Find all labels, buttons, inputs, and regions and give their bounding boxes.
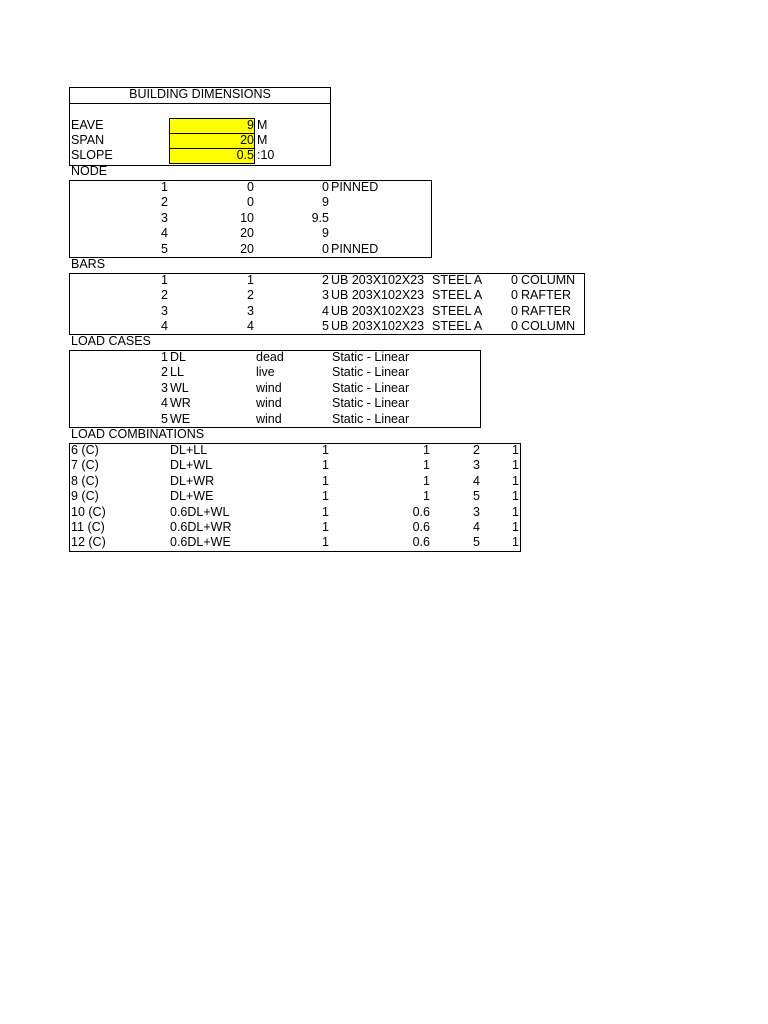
load-cases-title: LOAD CASES [71, 334, 151, 348]
span-unit: M [257, 133, 268, 147]
load-combination-case: 5 [473, 535, 480, 550]
load-combination-coef-1: 1 [322, 489, 329, 504]
load-case-nature: wind [256, 411, 282, 426]
load-combination-coef-1: 1 [322, 443, 329, 457]
node-support: PINNED [331, 180, 379, 194]
load-combination-id: 10 (C) [71, 504, 106, 519]
load-combination-coef-2: 1 [423, 473, 430, 488]
node-support [331, 211, 431, 226]
load-combination-id: 8 (C) [71, 473, 99, 488]
bar-id: 3 [161, 303, 168, 318]
node-y: 9.5 [311, 210, 329, 225]
load-combination-name: 0.6DL+WR [170, 520, 232, 534]
load-combination-coef-1: 1 [322, 535, 329, 550]
load-combination-name: DL+WL [170, 458, 213, 473]
load-combination-case: 3 [473, 458, 480, 473]
node-id: 3 [161, 210, 168, 225]
bar-end-node: 3 [322, 288, 329, 303]
building-dimensions-title: BUILDING DIMENSIONS [129, 87, 271, 101]
load-combination-name: 0.6DL+WE [170, 535, 231, 550]
load-case-id: 3 [161, 380, 168, 395]
load-combination-factor: 1 [512, 489, 519, 504]
load-combination-case: 5 [473, 489, 480, 504]
load-case-code: DL [170, 350, 186, 364]
load-combination-name: DL+WE [170, 489, 214, 504]
bar-start-node: 1 [247, 273, 254, 287]
node-y: 0 [322, 180, 329, 194]
load-case-id: 4 [161, 396, 168, 411]
node-y: 9 [322, 226, 329, 241]
bar-id: 4 [161, 319, 168, 334]
span-label: SPAN [71, 133, 105, 147]
eave-value[interactable]: 9 [247, 118, 254, 132]
load-case-analysis: Static - Linear [332, 350, 410, 364]
bar-section: UB 203X102X23 [331, 273, 425, 287]
node-support [331, 195, 431, 210]
load-case-analysis: Static - Linear [332, 365, 410, 380]
node-x: 0 [247, 180, 254, 194]
bar-material: STEEL A [432, 273, 482, 287]
load-combination-coef-1: 1 [322, 473, 329, 488]
bar-type: COLUMN [521, 319, 576, 334]
load-case-code: LL [170, 365, 184, 380]
node-y: 0 [322, 241, 329, 256]
load-combination-id: 7 (C) [71, 458, 99, 473]
load-combination-factor: 1 [512, 443, 519, 457]
load-combination-factor: 1 [512, 504, 519, 519]
bar-section: UB 203X102X23 [331, 288, 425, 303]
load-combination-factor: 1 [512, 535, 519, 550]
node-x: 20 [240, 226, 254, 241]
load-combination-id: 11 (C) [71, 520, 105, 534]
load-combination-name: 0.6DL+WL [170, 504, 230, 519]
load-case-code: WR [170, 396, 191, 411]
load-case-analysis: Static - Linear [332, 380, 410, 395]
bar-material: STEEL A [432, 288, 482, 303]
node-support [331, 226, 431, 241]
bar-angle: 0 [511, 303, 518, 318]
load-combination-coef-2: 0.6 [412, 504, 430, 519]
node-id: 5 [161, 241, 168, 256]
bar-end-node: 2 [322, 273, 329, 287]
load-combinations-title: LOAD COMBINATIONS [71, 427, 205, 441]
bar-end-node: 4 [322, 303, 329, 318]
load-combination-case: 4 [473, 520, 480, 534]
bar-type: RAFTER [521, 288, 571, 303]
load-case-nature: wind [256, 380, 282, 395]
slope-unit: :10 [257, 148, 275, 162]
load-combination-factor: 1 [512, 473, 519, 488]
node-x: 0 [247, 195, 254, 210]
load-combination-id: 9 (C) [71, 489, 99, 504]
load-combination-coef-2: 1 [423, 443, 430, 457]
bar-start-node: 3 [247, 303, 254, 318]
bar-end-node: 5 [322, 319, 329, 334]
load-combination-coef-2: 0.6 [412, 535, 430, 550]
node-y: 9 [322, 195, 329, 210]
load-combination-coef-1: 1 [322, 504, 329, 519]
load-combination-id: 6 (C) [71, 443, 99, 457]
bar-angle: 0 [511, 319, 518, 334]
load-case-code: WE [170, 411, 191, 426]
load-case-analysis: Static - Linear [332, 396, 410, 411]
node-x: 20 [240, 241, 254, 256]
load-combination-coef-2: 1 [423, 458, 430, 473]
load-case-analysis: Static - Linear [332, 411, 410, 426]
load-combination-coef-1: 1 [322, 520, 329, 534]
bar-id: 1 [161, 273, 168, 287]
span-value[interactable]: 20 [240, 133, 254, 147]
load-case-nature: dead [256, 350, 284, 364]
load-combination-coef-1: 1 [322, 458, 329, 473]
load-combination-case: 3 [473, 504, 480, 519]
eave-label: EAVE [71, 118, 104, 132]
bars-title: BARS [71, 257, 106, 271]
bar-section: UB 203X102X23 [331, 319, 425, 334]
bar-start-node: 2 [247, 288, 254, 303]
bar-type: COLUMN [521, 273, 576, 287]
node-x: 10 [240, 210, 254, 225]
node-id: 4 [161, 226, 168, 241]
bar-id: 2 [161, 288, 168, 303]
load-combination-name: DL+LL [170, 443, 208, 457]
bar-material: STEEL A [432, 303, 482, 318]
load-combination-coef-2: 0.6 [412, 520, 430, 534]
load-case-nature: wind [256, 396, 282, 411]
node-id: 1 [161, 180, 168, 194]
load-combination-coef-2: 1 [423, 489, 430, 504]
load-combination-factor: 1 [512, 520, 519, 534]
load-combination-factor: 1 [512, 458, 519, 473]
load-combination-case: 2 [473, 443, 480, 457]
eave-unit: M [257, 118, 268, 132]
slope-value[interactable]: 0.5 [236, 148, 254, 162]
slope-label: SLOPE [71, 148, 113, 162]
bar-type: RAFTER [521, 303, 571, 318]
load-case-code: WL [170, 380, 189, 395]
load-case-id: 5 [161, 411, 168, 426]
node-support: PINNED [331, 241, 379, 256]
load-case-id: 2 [161, 365, 168, 380]
node-id: 2 [161, 195, 168, 210]
bar-start-node: 4 [247, 319, 254, 334]
bar-angle: 0 [511, 288, 518, 303]
load-case-nature: live [256, 365, 275, 380]
load-case-id: 1 [161, 350, 168, 364]
bar-angle: 0 [511, 273, 518, 287]
node-title: NODE [71, 164, 108, 178]
load-combination-name: DL+WR [170, 473, 215, 488]
load-combination-case: 4 [473, 473, 480, 488]
bar-section: UB 203X102X23 [331, 303, 425, 318]
load-combination-id: 12 (C) [71, 535, 106, 550]
bar-material: STEEL A [432, 319, 482, 334]
